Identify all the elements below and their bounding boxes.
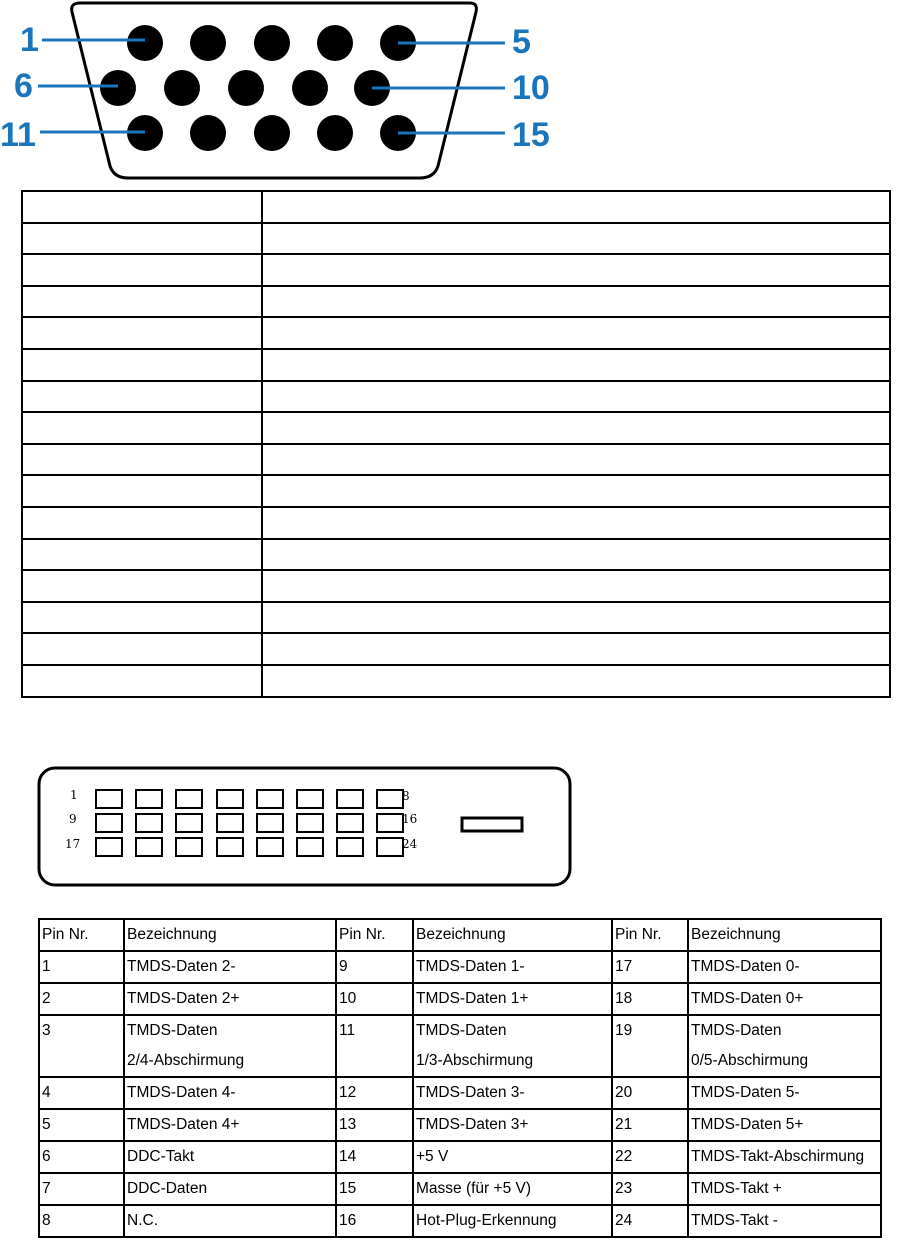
cell-bezeichnung bbox=[124, 1015, 336, 1077]
header-pin-nr-3: Pin Nr. bbox=[612, 919, 688, 951]
cell-pin-nr bbox=[612, 1077, 688, 1109]
cell-pin-nr bbox=[39, 1141, 124, 1173]
dvi-pin-9 bbox=[96, 814, 122, 832]
cell-pin-nr bbox=[612, 1141, 688, 1173]
dvi-pin-19 bbox=[176, 838, 202, 856]
dvi-table-row bbox=[39, 1077, 881, 1109]
cell-text-line: TMDS-Daten 5+ bbox=[691, 1116, 804, 1133]
cell-text-line: DDC-Takt bbox=[127, 1148, 195, 1165]
vga-table-cell-signal bbox=[262, 223, 890, 255]
cell-text-line: 5 bbox=[42, 1116, 51, 1133]
cell-text-line: 2/4-Abschirmung bbox=[127, 1052, 245, 1069]
cell-text-line: TMDS-Takt - bbox=[691, 1212, 778, 1229]
header-bezeichnung-1: Bezeichnung bbox=[124, 919, 336, 951]
cell-text-line: Hot-Plug-Erkennung bbox=[416, 1212, 557, 1229]
cell-bezeichnung bbox=[688, 1205, 881, 1237]
dvi-pin-5 bbox=[257, 790, 283, 808]
cell-text-line: 11 bbox=[339, 1022, 356, 1039]
cell-text-line: 24 bbox=[615, 1212, 633, 1229]
cell-text-line: TMDS-Daten bbox=[127, 1022, 218, 1039]
cell-text-line: 17 bbox=[615, 958, 633, 975]
cell-text-line: 18 bbox=[615, 990, 633, 1007]
cell-pin-nr bbox=[336, 1173, 413, 1205]
dvi-label-8: 8 bbox=[402, 789, 410, 803]
dvi-pin-18 bbox=[136, 838, 162, 856]
vga-table-row bbox=[22, 633, 890, 665]
dvi-pin-13 bbox=[257, 814, 283, 832]
header-pin-nr-2: Pin Nr. bbox=[336, 919, 413, 951]
cell-text-line: 1/3-Abschirmung bbox=[416, 1052, 534, 1069]
cell-text-line: TMDS-Daten bbox=[691, 1022, 782, 1039]
vga-table-cell-pin bbox=[22, 381, 262, 413]
cell-bezeichnung bbox=[124, 1205, 336, 1237]
cell-text-line: Masse (für +5 V) bbox=[416, 1180, 531, 1197]
cell-text-line: TMDS-Daten 5- bbox=[691, 1084, 800, 1101]
vga-table-cell-signal bbox=[262, 254, 890, 286]
cell-bezeichnung bbox=[413, 1015, 612, 1077]
cell-text-line: 12 bbox=[339, 1084, 357, 1101]
cell-text-line: TMDS-Daten 3- bbox=[416, 1084, 525, 1101]
cell-bezeichnung bbox=[688, 983, 881, 1015]
vga-table-row bbox=[22, 539, 890, 571]
cell-text-line: TMDS-Takt + bbox=[691, 1180, 782, 1197]
dvi-pin-table bbox=[38, 918, 882, 1238]
vga-pin-3 bbox=[254, 25, 290, 61]
cell-pin-nr bbox=[612, 1109, 688, 1141]
vga-table-row bbox=[22, 602, 890, 634]
cell-pin-nr bbox=[39, 1173, 124, 1205]
vga-table-cell-pin bbox=[22, 507, 262, 539]
vga-table-cell-pin bbox=[22, 570, 262, 602]
cell-bezeichnung bbox=[413, 1173, 612, 1205]
cell-text-line: 22 bbox=[615, 1148, 633, 1165]
dvi-pin-21 bbox=[257, 838, 283, 856]
cell-text-line: 1 bbox=[42, 958, 51, 975]
cell-text-line: TMDS-Daten 2+ bbox=[127, 990, 240, 1007]
vga-table-cell-signal bbox=[262, 539, 890, 571]
cell-bezeichnung bbox=[124, 1109, 336, 1141]
dvi-pin-17 bbox=[96, 838, 122, 856]
cell-bezeichnung bbox=[413, 1141, 612, 1173]
vga-table-cell-signal bbox=[262, 602, 890, 634]
header-bezeichnung-2: Bezeichnung bbox=[413, 919, 612, 951]
cell-pin-nr bbox=[336, 1015, 413, 1077]
vga-table-row bbox=[22, 254, 890, 286]
dvi-label-16: 16 bbox=[402, 812, 418, 826]
cell-text-line: 19 bbox=[615, 1022, 633, 1039]
cell-text-line: TMDS-Daten 2- bbox=[127, 958, 236, 975]
vga-table-cell-signal bbox=[262, 286, 890, 318]
dvi-pin-20 bbox=[217, 838, 243, 856]
dvi-pin-23 bbox=[337, 838, 363, 856]
cell-text-line: 21 bbox=[615, 1116, 633, 1133]
vga-table-cell-signal bbox=[262, 317, 890, 349]
dvi-pin-11 bbox=[176, 814, 202, 832]
vga-table-row bbox=[22, 349, 890, 381]
cell-bezeichnung bbox=[688, 1109, 881, 1141]
vga-pin-13 bbox=[254, 115, 290, 151]
vga-table-row bbox=[22, 444, 890, 476]
vga-table-row bbox=[22, 286, 890, 318]
vga-table-cell-pin bbox=[22, 412, 262, 444]
dvi-table-row bbox=[39, 1141, 881, 1173]
cell-pin-nr bbox=[612, 1173, 688, 1205]
dvi-pin-16 bbox=[377, 814, 403, 832]
vga-table-row bbox=[22, 475, 890, 507]
dvi-label-1: 1 bbox=[70, 788, 78, 802]
vga-table-row bbox=[22, 570, 890, 602]
vga-table-cell-pin bbox=[22, 633, 262, 665]
vga-table-cell-signal bbox=[262, 381, 890, 413]
vga-table-cell-pin bbox=[22, 602, 262, 634]
dvi-table-row bbox=[39, 1205, 881, 1237]
dvi-label-17: 17 bbox=[65, 837, 81, 851]
cell-text-line: TMDS-Daten 3+ bbox=[416, 1116, 529, 1133]
cell-bezeichnung bbox=[413, 983, 612, 1015]
cell-text-line: 3 bbox=[42, 1022, 51, 1039]
vga-table-cell-signal bbox=[262, 412, 890, 444]
cell-text-line: 20 bbox=[615, 1084, 633, 1101]
vga-table-cell-pin bbox=[22, 665, 262, 697]
cell-text-line: 6 bbox=[42, 1148, 51, 1165]
cell-text-line: TMDS-Daten 1- bbox=[416, 958, 525, 975]
vga-table-cell-pin bbox=[22, 539, 262, 571]
dvi-pin-22 bbox=[297, 838, 323, 856]
cell-pin-nr bbox=[612, 983, 688, 1015]
vga-table-cell-pin bbox=[22, 444, 262, 476]
vga-pin-4 bbox=[317, 25, 353, 61]
cell-text-line: 4 bbox=[42, 1084, 51, 1101]
cell-text-line: N.C. bbox=[127, 1212, 158, 1229]
vga-label-11: 11 bbox=[0, 116, 36, 154]
dvi-pin-4 bbox=[217, 790, 243, 808]
dvi-pin-7 bbox=[337, 790, 363, 808]
vga-table-cell-pin bbox=[22, 254, 262, 286]
dvi-table-header-row bbox=[39, 919, 881, 951]
vga-pin-1 bbox=[127, 25, 163, 61]
cell-text-line: 23 bbox=[615, 1180, 633, 1197]
cell-text-line: TMDS-Daten 4+ bbox=[127, 1116, 240, 1133]
cell-pin-nr bbox=[39, 951, 124, 983]
cell-bezeichnung bbox=[688, 1015, 881, 1077]
dvi-pin-6 bbox=[297, 790, 323, 808]
cell-text-line: 10 bbox=[339, 990, 357, 1007]
cell-pin-nr bbox=[336, 983, 413, 1015]
cell-text-line: 8 bbox=[42, 1212, 51, 1229]
dvi-label-9: 9 bbox=[69, 812, 77, 826]
cell-bezeichnung bbox=[413, 1077, 612, 1109]
vga-table-cell-pin bbox=[22, 475, 262, 507]
cell-text-line: 0/5-Abschirmung bbox=[691, 1052, 809, 1069]
cell-text-line: +5 V bbox=[416, 1148, 449, 1165]
dvi-table-row bbox=[39, 951, 881, 983]
dvi-pin-15 bbox=[337, 814, 363, 832]
vga-pin-table bbox=[21, 190, 891, 698]
cell-pin-nr bbox=[336, 1141, 413, 1173]
cell-bezeichnung bbox=[688, 1173, 881, 1205]
cell-text-line: 9 bbox=[339, 958, 348, 975]
vga-table-row bbox=[22, 191, 890, 223]
vga-label-1: 1 bbox=[20, 21, 39, 59]
cell-bezeichnung bbox=[413, 951, 612, 983]
cell-bezeichnung bbox=[413, 1109, 612, 1141]
vga-label-6: 6 bbox=[14, 67, 33, 105]
cell-bezeichnung bbox=[413, 1205, 612, 1237]
vga-table-row bbox=[22, 507, 890, 539]
vga-connector-diagram bbox=[0, 0, 560, 190]
cell-text-line: 7 bbox=[42, 1180, 51, 1197]
vga-table-cell-signal bbox=[262, 191, 890, 223]
cell-pin-nr bbox=[39, 1109, 124, 1141]
vga-pin-6 bbox=[100, 70, 136, 106]
dvi-pin-1 bbox=[96, 790, 122, 808]
vga-label-10: 10 bbox=[512, 69, 550, 107]
vga-table-cell-signal bbox=[262, 444, 890, 476]
vga-table-row bbox=[22, 665, 890, 697]
cell-pin-nr bbox=[39, 1205, 124, 1237]
dvi-table-row bbox=[39, 1173, 881, 1205]
vga-pin-8 bbox=[228, 70, 264, 106]
cell-text-line: TMDS-Daten 4- bbox=[127, 1084, 236, 1101]
dvi-pin-12 bbox=[217, 814, 243, 832]
vga-pin-7 bbox=[164, 70, 200, 106]
vga-table-row bbox=[22, 317, 890, 349]
cell-pin-nr bbox=[39, 983, 124, 1015]
dvi-pin-3 bbox=[176, 790, 202, 808]
vga-table-row bbox=[22, 223, 890, 255]
header-pin-nr-1: Pin Nr. bbox=[39, 919, 124, 951]
vga-pin-12 bbox=[190, 115, 226, 151]
cell-pin-nr bbox=[336, 951, 413, 983]
dvi-pin-10 bbox=[136, 814, 162, 832]
vga-table-cell-signal bbox=[262, 665, 890, 697]
cell-bezeichnung bbox=[688, 951, 881, 983]
cell-text-line: TMDS-Takt-Abschirmung bbox=[691, 1148, 865, 1165]
cell-bezeichnung bbox=[124, 1141, 336, 1173]
cell-text-line: TMDS-Daten 0+ bbox=[691, 990, 804, 1007]
vga-table-cell-pin bbox=[22, 223, 262, 255]
vga-pin-9 bbox=[292, 70, 328, 106]
cell-bezeichnung bbox=[124, 1173, 336, 1205]
vga-table-cell-pin bbox=[22, 317, 262, 349]
vga-table-cell-signal bbox=[262, 570, 890, 602]
vga-table-row bbox=[22, 381, 890, 413]
cell-pin-nr bbox=[612, 951, 688, 983]
dvi-connector-diagram bbox=[30, 760, 580, 895]
vga-table-cell-signal bbox=[262, 349, 890, 381]
cell-pin-nr bbox=[336, 1077, 413, 1109]
vga-table-cell-signal bbox=[262, 507, 890, 539]
cell-text-line: TMDS-Daten 1+ bbox=[416, 990, 529, 1007]
dvi-label-24: 24 bbox=[402, 837, 418, 851]
dvi-pin-24 bbox=[377, 838, 403, 856]
vga-table-row bbox=[22, 412, 890, 444]
cell-pin-nr bbox=[39, 1015, 124, 1077]
dvi-table-row bbox=[39, 1109, 881, 1141]
cell-bezeichnung bbox=[688, 1077, 881, 1109]
vga-label-15: 15 bbox=[512, 116, 550, 154]
cell-text-line: 14 bbox=[339, 1148, 357, 1165]
cell-text-line: 15 bbox=[339, 1180, 357, 1197]
dvi-pin-8 bbox=[377, 790, 403, 808]
vga-table-cell-signal bbox=[262, 633, 890, 665]
dvi-flat-pin bbox=[462, 818, 522, 831]
vga-table-cell-pin bbox=[22, 286, 262, 318]
vga-label-5: 5 bbox=[512, 23, 531, 61]
cell-pin-nr bbox=[612, 1205, 688, 1237]
cell-text-line: 13 bbox=[339, 1116, 357, 1133]
dvi-pin-14 bbox=[297, 814, 323, 832]
cell-pin-nr bbox=[336, 1205, 413, 1237]
vga-table-cell-signal bbox=[262, 475, 890, 507]
dvi-table-row bbox=[39, 983, 881, 1015]
dvi-pin-2 bbox=[136, 790, 162, 808]
cell-bezeichnung bbox=[124, 1077, 336, 1109]
header-bezeichnung-3: Bezeichnung bbox=[688, 919, 881, 951]
cell-text-line: 16 bbox=[339, 1212, 357, 1229]
cell-bezeichnung bbox=[124, 951, 336, 983]
cell-bezeichnung bbox=[688, 1141, 881, 1173]
vga-pin-14 bbox=[317, 115, 353, 151]
cell-text-line: 2 bbox=[42, 990, 51, 1007]
cell-text-line: TMDS-Daten bbox=[416, 1022, 507, 1039]
vga-table-cell-pin bbox=[22, 349, 262, 381]
cell-pin-nr bbox=[336, 1109, 413, 1141]
vga-table-cell-pin bbox=[22, 191, 262, 223]
cell-pin-nr bbox=[39, 1077, 124, 1109]
cell-pin-nr bbox=[612, 1015, 688, 1077]
vga-pin-2 bbox=[190, 25, 226, 61]
cell-text-line: TMDS-Daten 0- bbox=[691, 958, 800, 975]
dvi-table-row bbox=[39, 1015, 881, 1077]
cell-text-line: DDC-Daten bbox=[127, 1180, 208, 1197]
cell-bezeichnung bbox=[124, 983, 336, 1015]
